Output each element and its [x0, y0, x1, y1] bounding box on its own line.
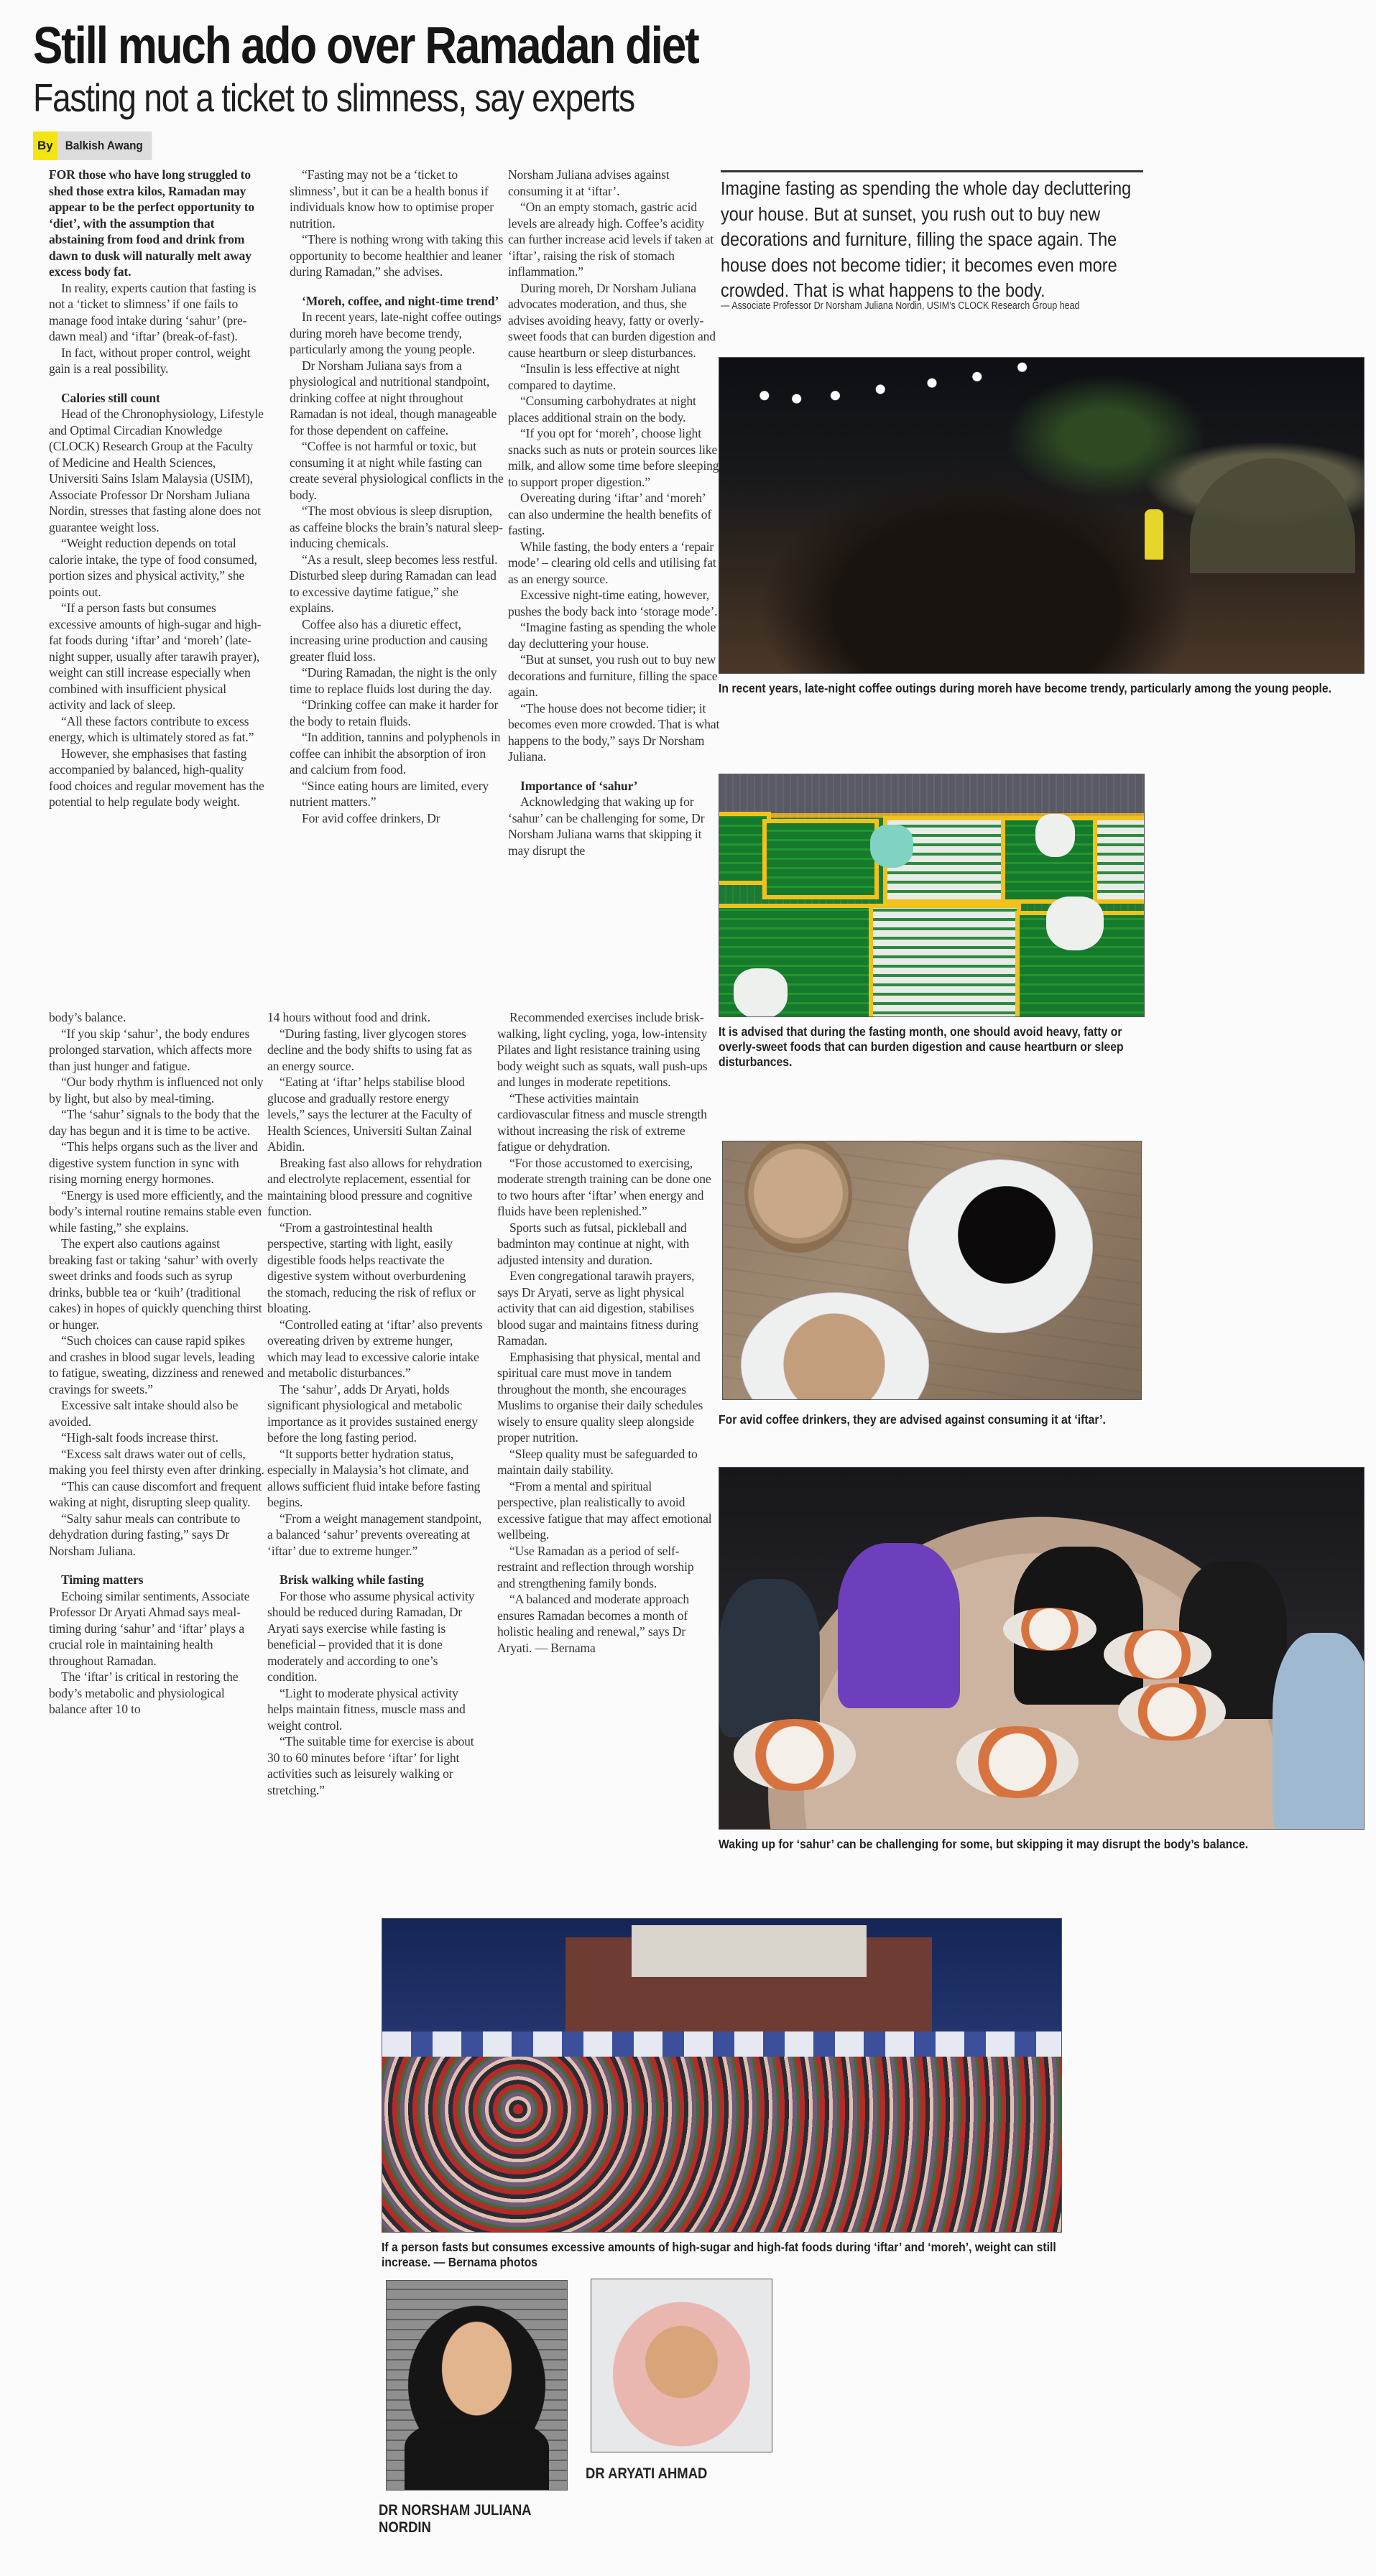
photo-caption-sahur: Waking up for ‘sahur’ can be challenging for some, but skipping it may disrupt the body’s balance.: [719, 1837, 1249, 1851]
person-figure: [1145, 509, 1163, 560]
paragraph: “It supports better hydration status, especially in Malaysia’s hot climate, and allows sufficient fluid intake before fasting begins.: [267, 1446, 481, 1509]
paragraph-continuation: Norsham Juliana advises against consuming it at ‘iftar’.: [508, 167, 670, 198]
paragraph: “Use Ramadan as a period of self-restraint and reflection through worship and strengthening family bonds.: [497, 1543, 694, 1590]
paragraph: “Such choices can cause rapid spikes and crashes in blood sugar levels, leading to fatigue, sweating, dizziness and renewed cravings for sweets.”: [49, 1333, 264, 1396]
photo-caption-cafe: In recent years, late-night coffee outings during moreh have become trendy, particularly among the young people.: [719, 681, 1332, 695]
paragraph: “Consuming carbohydrates at night places additional strain on the body.: [508, 394, 696, 425]
tray: [1093, 816, 1145, 904]
paragraph: “From a weight management standpoint, a balanced ‘sahur’ prevents overeating at ‘iftar’ due to extreme hunger.”: [267, 1511, 482, 1558]
paragraph: The expert also cautions against breaking fast or taking ‘sahur’ with overly sweet drinks and foods such as syrup drinks, bubble tea or ‘kuih’ (traditional cakes) in hopes of quickly quenching thirst or hunger.: [49, 1236, 262, 1332]
building: [565, 1937, 932, 2041]
paragraph: “Excess salt draws water out of cells, making you feel thirsty even after drinking.: [49, 1446, 264, 1477]
paragraph: During moreh, Dr Norsham Juliana advocates moderation, and thus, she advises avoiding heavy, fatty or overly-sweet foods that can burden digestion and cause heartburn or sleep disturbances.: [508, 280, 716, 360]
tray: [869, 904, 1021, 1017]
section-heading: ‘Moreh, coffee, and night-time trend’: [302, 293, 499, 308]
section-heading: Calories still count: [61, 390, 160, 405]
paragraph: The ‘sahur’, adds Dr Aryati, holds significant physiological and metabolic importance as it provides sustained energy before the long fasting period.: [267, 1381, 478, 1445]
article-column-3: [508, 167, 724, 858]
paragraph: For those who assume physical activity should be reduced during Ramadan, Dr Aryati says exercise while fasting is beneficial – provided that it is done moderately and according to one’s condition.: [267, 1588, 475, 1684]
paragraph: “This can cause discomfort and frequent waking at night, disrupting sleep quality.: [49, 1478, 262, 1509]
pull-quote-text: Imagine fasting as spending the whole day decluttering your house. But at sunset, you rush out to buy new decorations and furniture, filling the space again. The house does not become tidier; it becomes even more crowded. That is what happens to the body.: [721, 179, 1132, 301]
paragraph: “Salty sahur meals can contribute to dehydration during fasting,” says Dr Norsham Juliana.: [49, 1511, 241, 1558]
person-figure: [838, 1543, 960, 1708]
paragraph: “Coffee is not harmful or toxic, but consuming it at night while fasting can create several physiological conflicts in the body.: [290, 439, 504, 502]
paragraph: Recommended exercises include brisk-walking, light cycling, yoga, low-intensity Pilates and light resistance training using body weight such as squats, wall push-ups and lunges in moderate repetitions.: [497, 1010, 708, 1089]
paragraph: “The most obvious is sleep disruption, as caffeine blocks the brain’s natural sleep-inducing chemicals.: [290, 504, 503, 550]
paragraph: “There is nothing wrong with taking this opportunity to become healthier and leaner during Ramadan,” she advises.: [290, 232, 504, 279]
paragraph: “All these factors contribute to excess energy, which is ultimately stored as fat.”: [49, 713, 254, 744]
paragraph: “In addition, tannins and polyphenols in coffee can inhibit the absorption of iron and calcium from food.: [290, 730, 501, 777]
paragraph: “Controlled eating at ‘iftar’ also prevents overeating driven by extreme hunger, which may lead to excessive calorie intake and metabolic disturbances.”: [267, 1317, 483, 1380]
portrait-aryati: [591, 2279, 772, 2452]
article-column-5: [267, 1009, 483, 1798]
paragraph: “From a mental and spiritual perspective, plan realistically to avoid excessive fatigue that may affect emotional wellbeing.: [497, 1478, 712, 1542]
paragraph: “If you opt for ‘moreh’, choose light snacks such as nuts or protein sources like milk, and allow some time before sleeping to support proper digestion.”: [508, 426, 719, 489]
paragraph: “Since eating hours are limited, every nutrient matters.”: [290, 778, 489, 809]
paragraph: “Insulin is less effective at night compared to daytime.: [508, 361, 680, 392]
paragraph: “For those accustomed to exercising, moderate strength training can be done one to two hours after ‘iftar’ when energy and fluids have been replenished.”: [497, 1155, 711, 1218]
food-plate: [956, 1726, 1079, 1798]
person-figure: [1273, 1633, 1365, 1830]
paragraph: “From a gastrointestinal health perspective, starting with light, easily digestible foods helps reactivate the digestive system without overburdening the stomach, reducing the risk of reflux or bloating.: [267, 1220, 476, 1315]
food-plate: [1118, 1683, 1226, 1741]
paragraph: The ‘iftar’ is critical in restoring the body’s metabolic and physiological balance after 10 to: [49, 1669, 239, 1716]
kuih-trays-photo: [719, 774, 1145, 1017]
headline: Still much ado over Ramadan diet: [33, 17, 698, 75]
paragraph: Emphasising that physical, mental and spiritual care must move in tandem throughout the month, she encourages Muslims to organise their daily schedules wisely to ensure quality sleep alongside proper nutrition.: [497, 1349, 703, 1445]
paragraph: Echoing similar sentiments, Associate Professor Dr Aryati Ahmad says meal-timing during ‘sahur’ and ‘iftar’ plays a crucial role in maintaining health throughout Ramadan.: [49, 1588, 250, 1668]
photo-caption-coffee: For avid coffee drinkers, they are advised against consuming it at ‘iftar’.: [719, 1412, 1106, 1427]
food-plate: [734, 1719, 856, 1791]
paragraph: “Imagine fasting as spending the whole day decluttering your house.: [508, 620, 716, 651]
article-column-2: [290, 167, 505, 826]
tray: [762, 819, 879, 899]
paragraph: Breaking fast also allows for rehydration and electrolyte replacement, essential for maintaining blood pressure and cognitive function.: [267, 1155, 482, 1218]
article-column-4: [49, 1009, 264, 1718]
paragraph: “Drinking coffee can make it harder for the body to retain fluids.: [290, 698, 499, 728]
water-jug: [1035, 814, 1075, 857]
paragraph: “A balanced and moderate approach ensures Ramadan becomes a month of holistic healing and renewal,” says Dr Aryati. — Bernama: [497, 1592, 690, 1655]
water-jug: [734, 968, 788, 1017]
paragraph: Excessive salt intake should also be avoided.: [49, 1398, 239, 1429]
paragraph: Dr Norsham Juliana says from a physiological and nutritional standpoint, drinking coffee at night throughout Ramadan is not ideal, though manageable for those dependent on caffeine.: [290, 358, 497, 437]
paragraph: “Eating at ‘iftar’ helps stabilise blood glucose and gradually restore energy levels,” says the lecturer at the Faculty of Health Sciences, Universiti Sultan Zainal Abidin.: [267, 1075, 472, 1154]
paragraph: While fasting, the body enters a ‘repair mode’ – clearing old cells and utilising fat as an energy source.: [508, 539, 716, 586]
paragraph: “Weight reduction depends on total calorie intake, the type of food consumed, portion sizes and physical activity,” she points out.: [49, 536, 257, 599]
paragraph: “These activities maintain cardiovascular fitness and muscle strength without increasing the risk of extreme fatigue or dehydration.: [497, 1090, 707, 1154]
paragraph: For avid coffee drinkers, Dr: [302, 810, 440, 825]
pull-quote-attribution: — Associate Professor Dr Norsham Juliana Nordin, USIM’s CLOCK Research Group head: [721, 300, 1080, 312]
tent-shape: [1190, 458, 1355, 573]
paragraph: “Our body rhythm is influenced not only by light, but also by meal-timing.: [49, 1075, 264, 1106]
paragraph: “During fasting, liver glycogen stores decline and the body shifts to using fat as an energy source.: [267, 1026, 472, 1073]
building-upper: [632, 1925, 867, 1977]
subheadline: Fasting not a ticket to slimness, say experts: [33, 75, 634, 120]
article-column-1: [49, 167, 264, 810]
paragraph: “If you skip ‘sahur’, the body endures prolonged starvation, which affects more than just hunger and fatigue.: [49, 1026, 252, 1073]
author-name: Balkish Awang: [57, 131, 152, 160]
food-plate: [1003, 1608, 1096, 1651]
water-jug: [870, 825, 913, 868]
paragraph: “Sleep quality must be safeguarded to maintain daily stability.: [497, 1446, 698, 1477]
paragraph: Even congregational tarawih prayers, says Dr Aryati, serve as light physical activity that can aid digestion, stabilises blood sugar and maintains fitness during Ramadan.: [497, 1269, 698, 1348]
paragraph: Overeating during ‘iftar’ and ‘moreh’ can also undermine the health benefits of fasting.: [508, 491, 712, 537]
paragraph: “The suitable time for exercise is about 30 to 60 minutes before ‘iftar’ for light activities such as leisurely walking or stretching.”: [267, 1734, 474, 1797]
portrait-norsham: [386, 2280, 568, 2491]
iftar-crowd-photo: [382, 1918, 1062, 2233]
teh-tarik-glass: [744, 1141, 852, 1253]
paragraph-continuation: body’s balance.: [49, 1010, 126, 1024]
paragraph: “On an empty stomach, gastric acid levels are already high. Coffee’s acidity can further increase acid levels if taken at ‘iftar’, raising the risk of stomach inflammation.”: [508, 200, 714, 279]
coffee-cups-photo: [722, 1141, 1142, 1400]
photo-caption-kuih: It is advised that during the fasting month, one should avoid heavy, fatty or overly-sweet foods that can burden digestion and cause heartburn or sleep disturbances.: [719, 1024, 1124, 1069]
paragraph: In fact, without proper control, weight gain is a real possibility.: [49, 345, 251, 376]
paragraph: However, she emphasises that fasting accompanied by balanced, high-quality food choices and regular movement has the potential to help regulate body weight.: [49, 746, 264, 809]
paragraph: “The house does not become tidier; it becomes even more crowded. That is what happens to the body,” says Dr Norsham Juliana.: [508, 700, 720, 764]
paragraph: Head of the Chronophysiology, Lifestyle and Optimal Circadian Knowledge (CLOCK) Research Group at the Faculty of Medicine and Health Sciences, Universiti Sains Islam Malaysia (USIM), Associate Professor Dr Norsham Juliana Nordin, stresses that fasting alone does not guarantee weight loss.: [49, 407, 264, 534]
paragraph: “Light to moderate physical activity helps maintain fitness, muscle mass and weight control.: [267, 1685, 466, 1733]
black-coffee-cup: [956, 1185, 1057, 1285]
paragraph: “High-salt foods increase thirst.: [61, 1430, 218, 1445]
portrait-name-norsham: DR NORSHAM JULIANA NORDIN: [379, 2502, 531, 2536]
crowd-on-field: [382, 2057, 1061, 2232]
paragraph: “As a result, sleep becomes less restful. Disturbed sleep during Ramadan can lead to excessive daytime fatigue,” she explains.: [290, 552, 498, 615]
paragraph: Excessive night-time eating, however, pushes the body back into ‘storage mode’.: [508, 588, 718, 618]
sahur-table-photo: [719, 1467, 1365, 1830]
article-column-6: [497, 1009, 713, 1656]
bazaar-tents: [382, 2031, 1061, 2057]
section-heading: Importance of ‘sahur’: [520, 778, 638, 793]
paragraph: In recent years, late-night coffee outings during moreh have become trendy, particularly among the young people.: [290, 310, 502, 356]
section-heading: Brisk walking while fasting: [280, 1572, 424, 1587]
paragraph-continuation: 14 hours without food and drink.: [267, 1010, 430, 1024]
paragraph: Sports such as futsal, pickleball and badminton may continue at night, with adjusted intensity and duration.: [497, 1220, 690, 1267]
paragraph: “Fasting may not be a ‘ticket to slimness’, but it can be a health bonus if individuals know how to optimise proper nutrition.: [290, 167, 494, 231]
water-jug: [1046, 896, 1104, 950]
paragraph: “Energy is used more efficiently, and the body’s internal routine remains stable even while fasting,” she explains.: [49, 1187, 263, 1235]
section-heading: Timing matters: [61, 1572, 144, 1587]
paragraph: “The ‘sahur’ signals to the body that the day has begun and it is time to be active.: [49, 1107, 260, 1138]
paragraph: “During Ramadan, the night is the only time to replace fluids lost during the day.: [290, 665, 497, 696]
person-figure: [719, 1579, 820, 1737]
portrait-body: [405, 2419, 549, 2490]
paragraph: In reality, experts caution that fasting is not a ‘ticket to slimness’ if one fails to manage food intake during ‘sahur’ (pre-dawn meal) and ‘iftar’ (break-of-fast).: [49, 280, 257, 343]
portrait-name-aryati: DR ARYATI AHMAD: [586, 2465, 708, 2482]
night-cafe-photo: [719, 357, 1365, 674]
food-plate: [1104, 1629, 1211, 1680]
photo-caption-crowd: If a person fasts but consumes excessive amounts of high-sugar and high-fat foods during ‘iftar’ and ‘moreh’, weight can still increase. — Bernama photos: [382, 2240, 1056, 2269]
paragraph: “But at sunset, you rush out to buy new decorations and furniture, filling the space again.: [508, 652, 718, 699]
paragraph: Coffee also has a diuretic effect, increasing urine production and causing greater fluid loss.: [290, 616, 488, 664]
byline: [33, 131, 162, 160]
paragraph: Acknowledging that waking up for ‘sahur’ can be challenging for some, Dr Norsham Juliana warns that skipping it may disrupt the: [508, 794, 705, 858]
paragraph: “If a person fasts but consumes excessive amounts of high-sugar and high-fat foods during ‘iftar’ and ‘moreh’ (late-night supper, usually after tarawih prayer), weight can still increase especially when combined with insufficient physical activity and lack of sleep.: [49, 601, 262, 712]
pull-quote: [721, 170, 1143, 312]
byline-label: By: [33, 131, 57, 160]
paragraph: “This helps organs such as the liver and digestive system function in sync with rising morning energy hormones.: [49, 1139, 258, 1186]
lead-paragraph: FOR those who have long struggled to shed those extra kilos, Ramadan may appear to be the perfect opportunity to ‘diet’, with the assumption that abstaining from food and drink from dawn to dusk will naturally melt away excess body fat.: [49, 167, 255, 279]
